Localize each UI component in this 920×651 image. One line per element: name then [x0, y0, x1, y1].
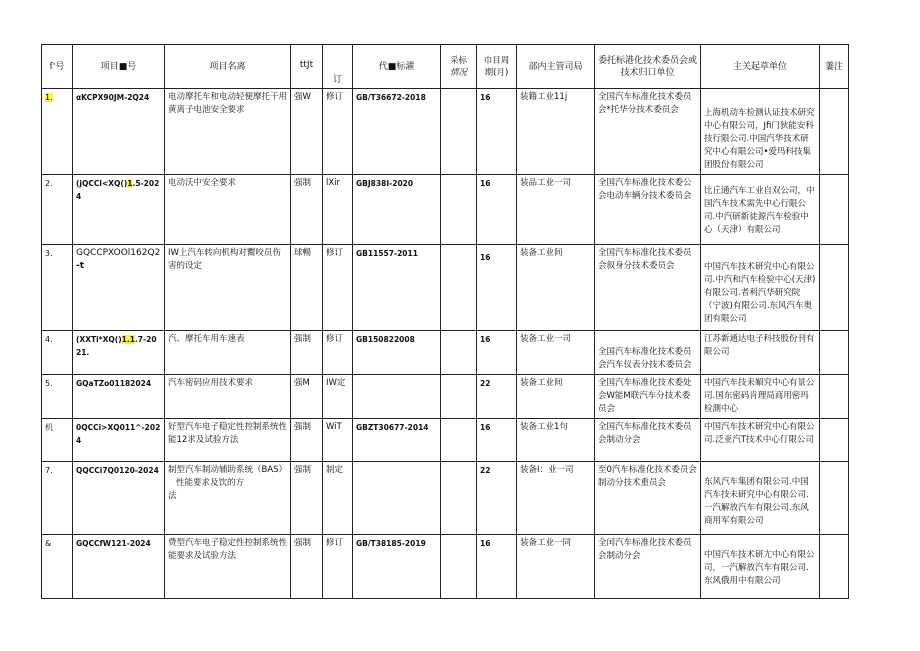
project-dept: 装备工业1句 — [517, 419, 595, 462]
project-rev: 修订 — [323, 245, 353, 331]
project-std: GB/T38185-2019 — [353, 535, 441, 599]
project-name: 好型汽车电子稳定性控制系统性能12求及试验方法 — [165, 419, 291, 462]
standards-table — [41, 44, 849, 599]
header-adopt-line2: 情况 — [449, 67, 467, 78]
project-code: GQCCfW121-2024 — [73, 535, 165, 599]
project-name: 电动沃中安全要求 — [165, 175, 291, 245]
code-pre: (jQCCl<XQ() — [76, 179, 128, 188]
project-committee: 至0汽车标准化技术委员会制动分技术重员会 — [595, 462, 701, 535]
project-drafter: 中国汽车技术研究中心有限公司.泛亚汽T技术中心仃限公司 — [701, 419, 820, 462]
project-drafter: 中国汽车技耒媚究中心有景公司.国东密码肯理局商用密玛检測中心 — [701, 375, 820, 419]
project-note — [820, 375, 849, 419]
project-drafter: 上海机动车检测认证技术研究中心有限公司，Jfi门狄能安科技行限公司.中国汽华技术研究中心有限公司•爱玛科技集团股份有限公司 — [701, 89, 820, 175]
project-adopt — [441, 89, 477, 175]
project-name: 费型汽车电子稳定性控制系统性能要求及试验方法 — [165, 535, 291, 599]
project-rev: 制定 — [323, 462, 353, 535]
project-name: 汽、摩托车用车速表 — [165, 331, 291, 375]
header-note: 萋注 — [820, 45, 849, 89]
project-note — [820, 535, 849, 599]
project-std: GB11557-2011 — [353, 245, 441, 331]
project-name: 电动摩托车和电动轻便摩托干用黄离子电池安全要求 — [165, 89, 291, 175]
table-row — [42, 175, 849, 245]
project-std — [353, 462, 441, 535]
project-period: 22 — [477, 375, 517, 419]
row-no: 3. — [42, 245, 73, 331]
project-period: 16 — [477, 175, 517, 245]
project-adopt — [441, 175, 477, 245]
row-no: 机 — [42, 419, 73, 462]
code-post: .5-2024 — [76, 179, 160, 201]
project-rev: 修订 — [323, 535, 353, 599]
table-row — [42, 375, 849, 419]
project-nature: 强制 — [291, 462, 323, 535]
header-no: ſ'号 — [42, 45, 73, 89]
project-note — [820, 331, 849, 375]
header-name: 项目名离 — [165, 45, 291, 89]
project-code: QQCCi7Q0120-2024 — [73, 462, 165, 535]
project-nature: 强制 — [291, 419, 323, 462]
header-rev: 订 — [323, 45, 353, 89]
project-committee: 全国汽车标准化技术委员会叙身分技术委员会 — [595, 245, 701, 331]
project-committee: 全国汽车标准化技术委员会*托华分技术委员会 — [595, 89, 701, 175]
project-period: 16 — [477, 89, 517, 175]
project-rev: IW定 — [323, 375, 353, 419]
row-no — [42, 89, 73, 175]
project-nature: 强M — [291, 375, 323, 419]
project-period: 16 — [477, 535, 517, 599]
header-dept: 部内主管司局 — [517, 45, 595, 89]
project-dept: 装籍工业11j — [517, 89, 595, 175]
project-code: GQaTZo01182024 — [73, 375, 165, 419]
project-std: GB150822008 — [353, 331, 441, 375]
table-row — [42, 462, 849, 535]
project-dept: 装备工业一司 — [517, 331, 595, 375]
table-row — [42, 89, 849, 175]
project-std: GBJ838I-2020 — [353, 175, 441, 245]
project-std: GBZT30677-2014 — [353, 419, 441, 462]
project-std: GB/T36672-2018 — [353, 89, 441, 175]
project-committee: 全国汽车标准化技术委处会W能M联汽车分技术委员会 — [595, 375, 701, 419]
project-dept: 装备工业间 — [517, 375, 595, 419]
project-adopt — [441, 535, 477, 599]
project-note — [820, 245, 849, 331]
project-nature: 强制 — [291, 175, 323, 245]
code-line2: -t — [76, 261, 85, 271]
project-name-line1: 制型汽车制动辅助系统（BAS） — [168, 465, 288, 475]
table-row — [42, 245, 849, 331]
header-drafter: 主关起草单位 — [701, 45, 820, 89]
project-note — [820, 89, 849, 175]
project-period: 16 — [477, 245, 517, 331]
code-post: .7-2021. — [76, 335, 157, 357]
project-code: 0QCCi>XQ011^-2024 — [73, 419, 165, 462]
project-dept: 装备工业间 — [517, 245, 595, 331]
project-name — [165, 462, 291, 535]
project-dept: 装备I：业一司 — [517, 462, 595, 535]
code-pre: (XXTi*XQ() — [76, 335, 122, 344]
project-adopt — [441, 419, 477, 462]
header-committee: 委托标港化技术委员会或技术归口单位 — [595, 45, 701, 89]
project-adopt — [441, 375, 477, 419]
header-period: 巾目周期(月) — [477, 45, 517, 89]
project-rev: WiT — [323, 419, 353, 462]
code-hl: 1.1 — [121, 335, 135, 344]
project-drafter: 中国汽车技术研尢中心有限公司，一汽解放汽车有限公司.东风俄用中有限公司 — [701, 535, 820, 599]
project-committee: 全国汽车标准化技术委员会汽车仪表分技术委员会 — [595, 331, 701, 375]
project-dept: 装品工业一司 — [517, 175, 595, 245]
project-drafter: 比丘通汽车工业自双公司，中国汽车技术需先中心行限公司.中汽研新徒源汽车检验中心（天津）有限公司 — [701, 175, 820, 245]
project-name-line3: 法 — [168, 491, 177, 501]
table-row — [42, 535, 849, 599]
project-note — [820, 175, 849, 245]
project-drafter: 中国汽车技术研究中心有限公司.中汽和汽车检验中心(天津)有限公司.者利汽华研究院（宁波)有限公司.东风汽车奥团有限公司 — [701, 245, 820, 331]
project-period: 16 — [477, 331, 517, 375]
project-nature: 强制 — [291, 535, 323, 599]
row-no-value: 1. — [45, 93, 53, 102]
project-drafter: 东风汽车集团有限公司.中国汽车技未研究中心有限公司.一汽解放汽车有限公司.东风商用军有限公司 — [701, 462, 820, 535]
table-row — [42, 331, 849, 375]
project-code: αKCPX90JM-2Q24 — [73, 89, 165, 175]
header-code: 项目■号 — [73, 45, 165, 89]
project-rev: 修订 — [323, 331, 353, 375]
project-adopt — [441, 331, 477, 375]
project-period: 16 — [477, 419, 517, 462]
project-nature: 强W — [291, 89, 323, 175]
project-code — [73, 245, 165, 331]
header-nature: ttJt — [291, 45, 323, 89]
project-committee: 全闰汽车标准化技术委员会制动分会 — [595, 535, 701, 599]
project-committee: 全国汽车标准化技术委员会制动分会 — [595, 419, 701, 462]
project-adopt — [441, 462, 477, 535]
table-header-row — [42, 45, 849, 89]
project-std — [353, 375, 441, 419]
code-line1: GQCCPXOOl162Q2 — [76, 248, 161, 258]
project-code — [73, 175, 165, 245]
project-nature: 强制 — [291, 331, 323, 375]
code-hl: 1 — [127, 179, 133, 188]
project-name: 汽车密码应用技术要求 — [165, 375, 291, 419]
project-committee: 全国汽车标准化技术委公会电动车辆分技术委员会 — [595, 175, 701, 245]
project-drafter: 江苏新通达电子科技股份刊有限公司 — [701, 331, 820, 375]
project-name: IW上汽车转向机构对鬻咬员伤害的设定 — [165, 245, 291, 331]
row-no: & — [42, 535, 73, 599]
project-nature: 球暢 — [291, 245, 323, 331]
project-rev: 修订 — [323, 89, 353, 175]
project-period: 22 — [477, 462, 517, 535]
header-std: 代■标濯 — [353, 45, 441, 89]
table-row — [42, 419, 849, 462]
project-name-line2: 性能要求及饮的方 — [176, 478, 245, 488]
header-adopt-line1: 采标 — [449, 55, 467, 66]
row-no: 4. — [42, 331, 73, 375]
row-no: 7. — [42, 462, 73, 535]
row-no: 2. — [42, 175, 73, 245]
project-code — [73, 331, 165, 375]
project-dept: 装备工业一同 — [517, 535, 595, 599]
project-rev: lXir — [323, 175, 353, 245]
project-note — [820, 419, 849, 462]
project-adopt — [441, 245, 477, 331]
row-no: 5. — [42, 375, 73, 419]
project-note — [820, 462, 849, 535]
header-adopt — [441, 45, 477, 89]
